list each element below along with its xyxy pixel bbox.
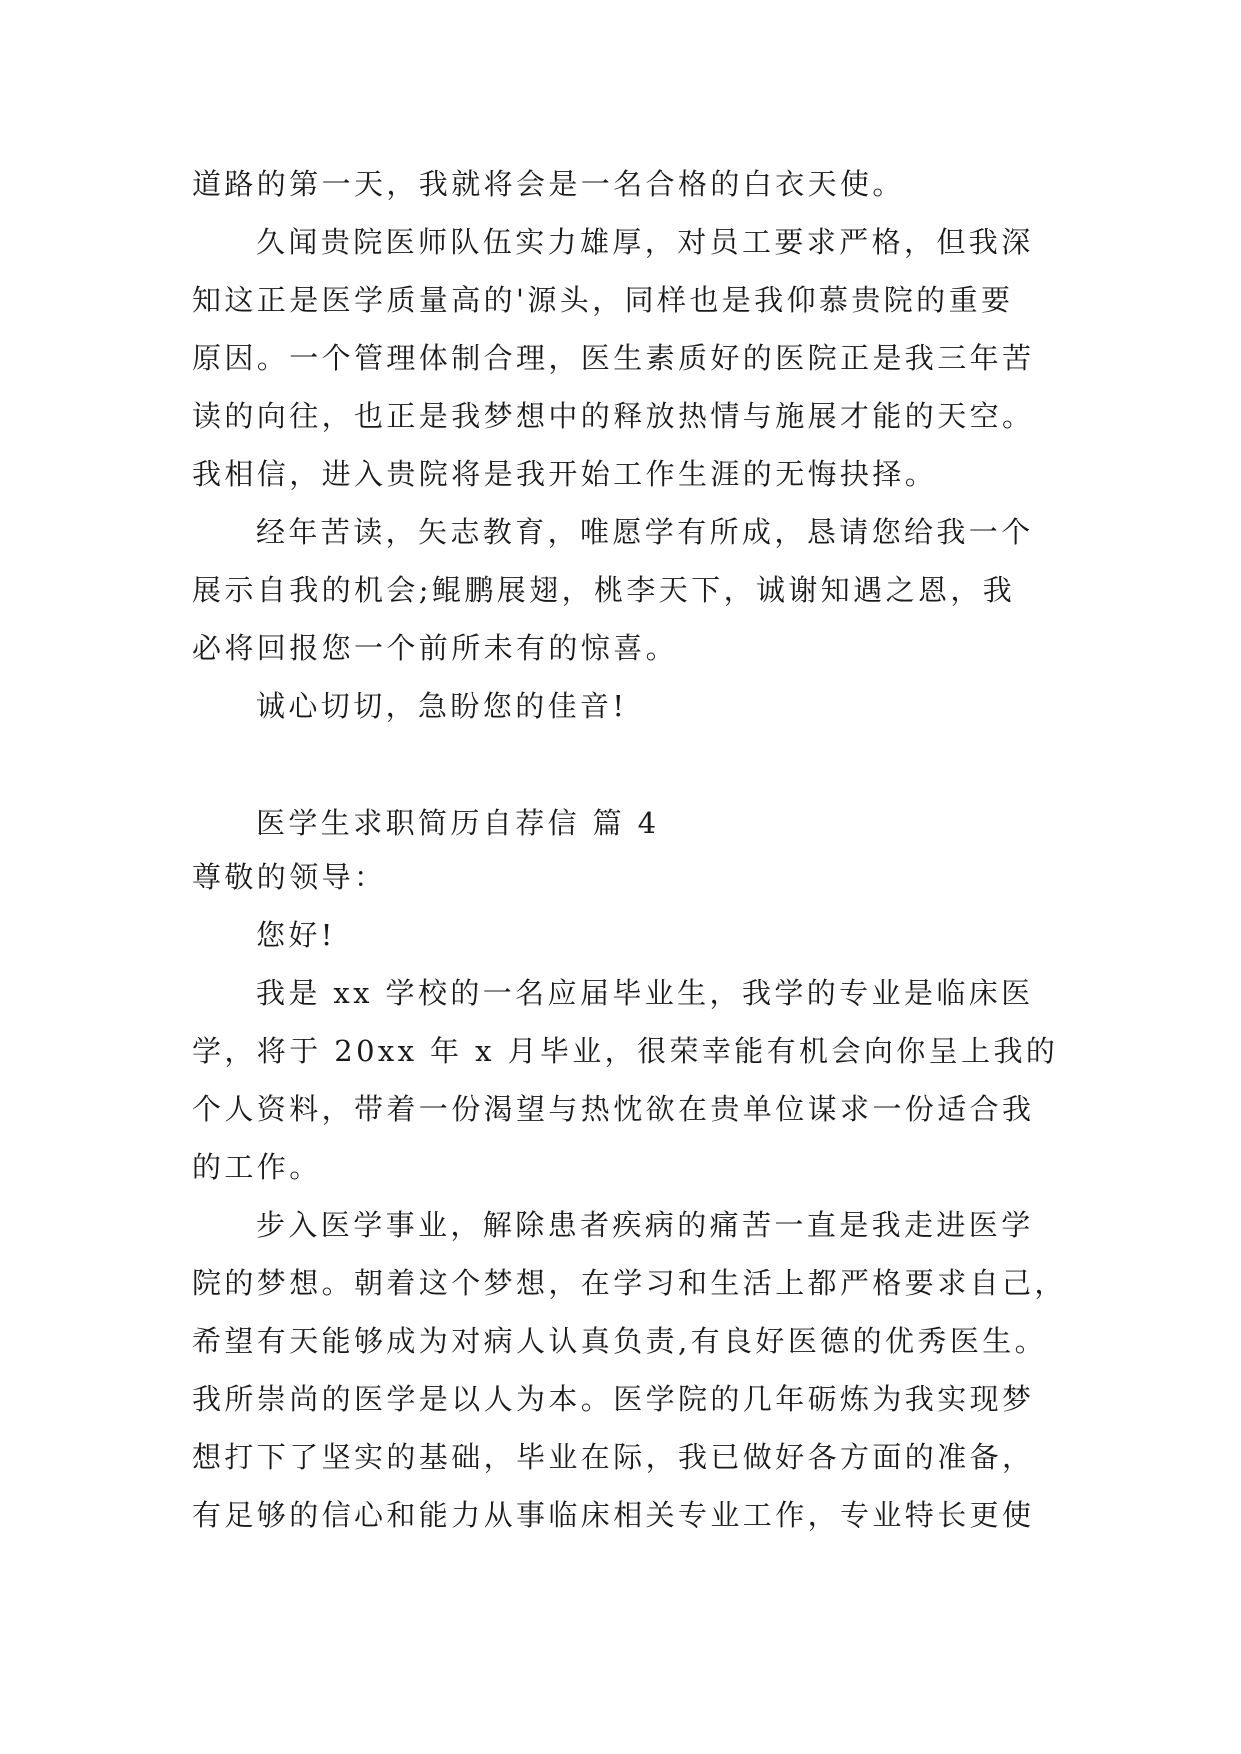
text-line: 我相信，进入贵院将是我开始工作生涯的无悔抉择。 xyxy=(192,457,938,491)
text-line: 经年苦读，矢志教育，唯愿学有所成，恳请您给我一个 xyxy=(256,515,1034,549)
greeting: 您好! xyxy=(256,918,336,952)
text-line: 展示自我的机会;鲲鹏展翅，桃李天下，诚谢知遇之恩，我 xyxy=(192,573,1016,607)
text-line: 个人资料，带着一份渴望与热忱欲在贵单位谋求一份适合我 xyxy=(192,1092,1035,1126)
text-line: 必将回报您一个前所未有的惊喜。 xyxy=(192,631,679,665)
salutation: 尊敬的领导： xyxy=(192,860,387,894)
text-line: 院的梦想。朝着这个梦想，在学习和生活上都严格要求自己， xyxy=(192,1266,1067,1300)
section-heading: 医学生求职简历自荐信 篇 4 xyxy=(256,806,660,840)
text-line: 步入医学事业，解除患者疾病的痛苦一直是我走进医学 xyxy=(256,1208,1034,1242)
text-line: 知这正是医学质量高的'源头，同样也是我仰慕贵院的重要 xyxy=(192,283,1014,317)
text-line: 原因。一个管理体制合理，医生素质好的医院正是我三年苦 xyxy=(192,341,1035,375)
text-line: 想打下了坚实的基础，毕业在际，我已做好各方面的准备， xyxy=(192,1440,1035,1474)
text-line: 道路的第一天，我就将会是一名合格的白衣天使。 xyxy=(192,167,905,201)
text-line: 读的向往，也正是我梦想中的释放热情与施展才能的天空。 xyxy=(192,399,1035,433)
text-line: 学，将于 20xx 年 x 月毕业，很荣幸能有机会向你呈上我的 xyxy=(192,1034,1059,1068)
text-line: 我所崇尚的医学是以人为本。医学院的几年砺炼为我实现梦 xyxy=(192,1382,1035,1416)
text-line: 的工作。 xyxy=(192,1150,322,1184)
text-line: 诚心切切，急盼您的佳音! xyxy=(256,689,628,723)
text-line: 久闻贵院医师队伍实力雄厚，对员工要求严格，但我深 xyxy=(256,225,1034,259)
text-line: 希望有天能够成为对病人认真负责,有良好医德的优秀医生。 xyxy=(192,1324,1048,1358)
text-line: 有足够的信心和能力从事临床相关专业工作，专业特长更使 xyxy=(192,1498,1035,1532)
text-line: 我是 xx 学校的一名应届毕业生，我学的专业是临床医 xyxy=(256,976,1034,1010)
